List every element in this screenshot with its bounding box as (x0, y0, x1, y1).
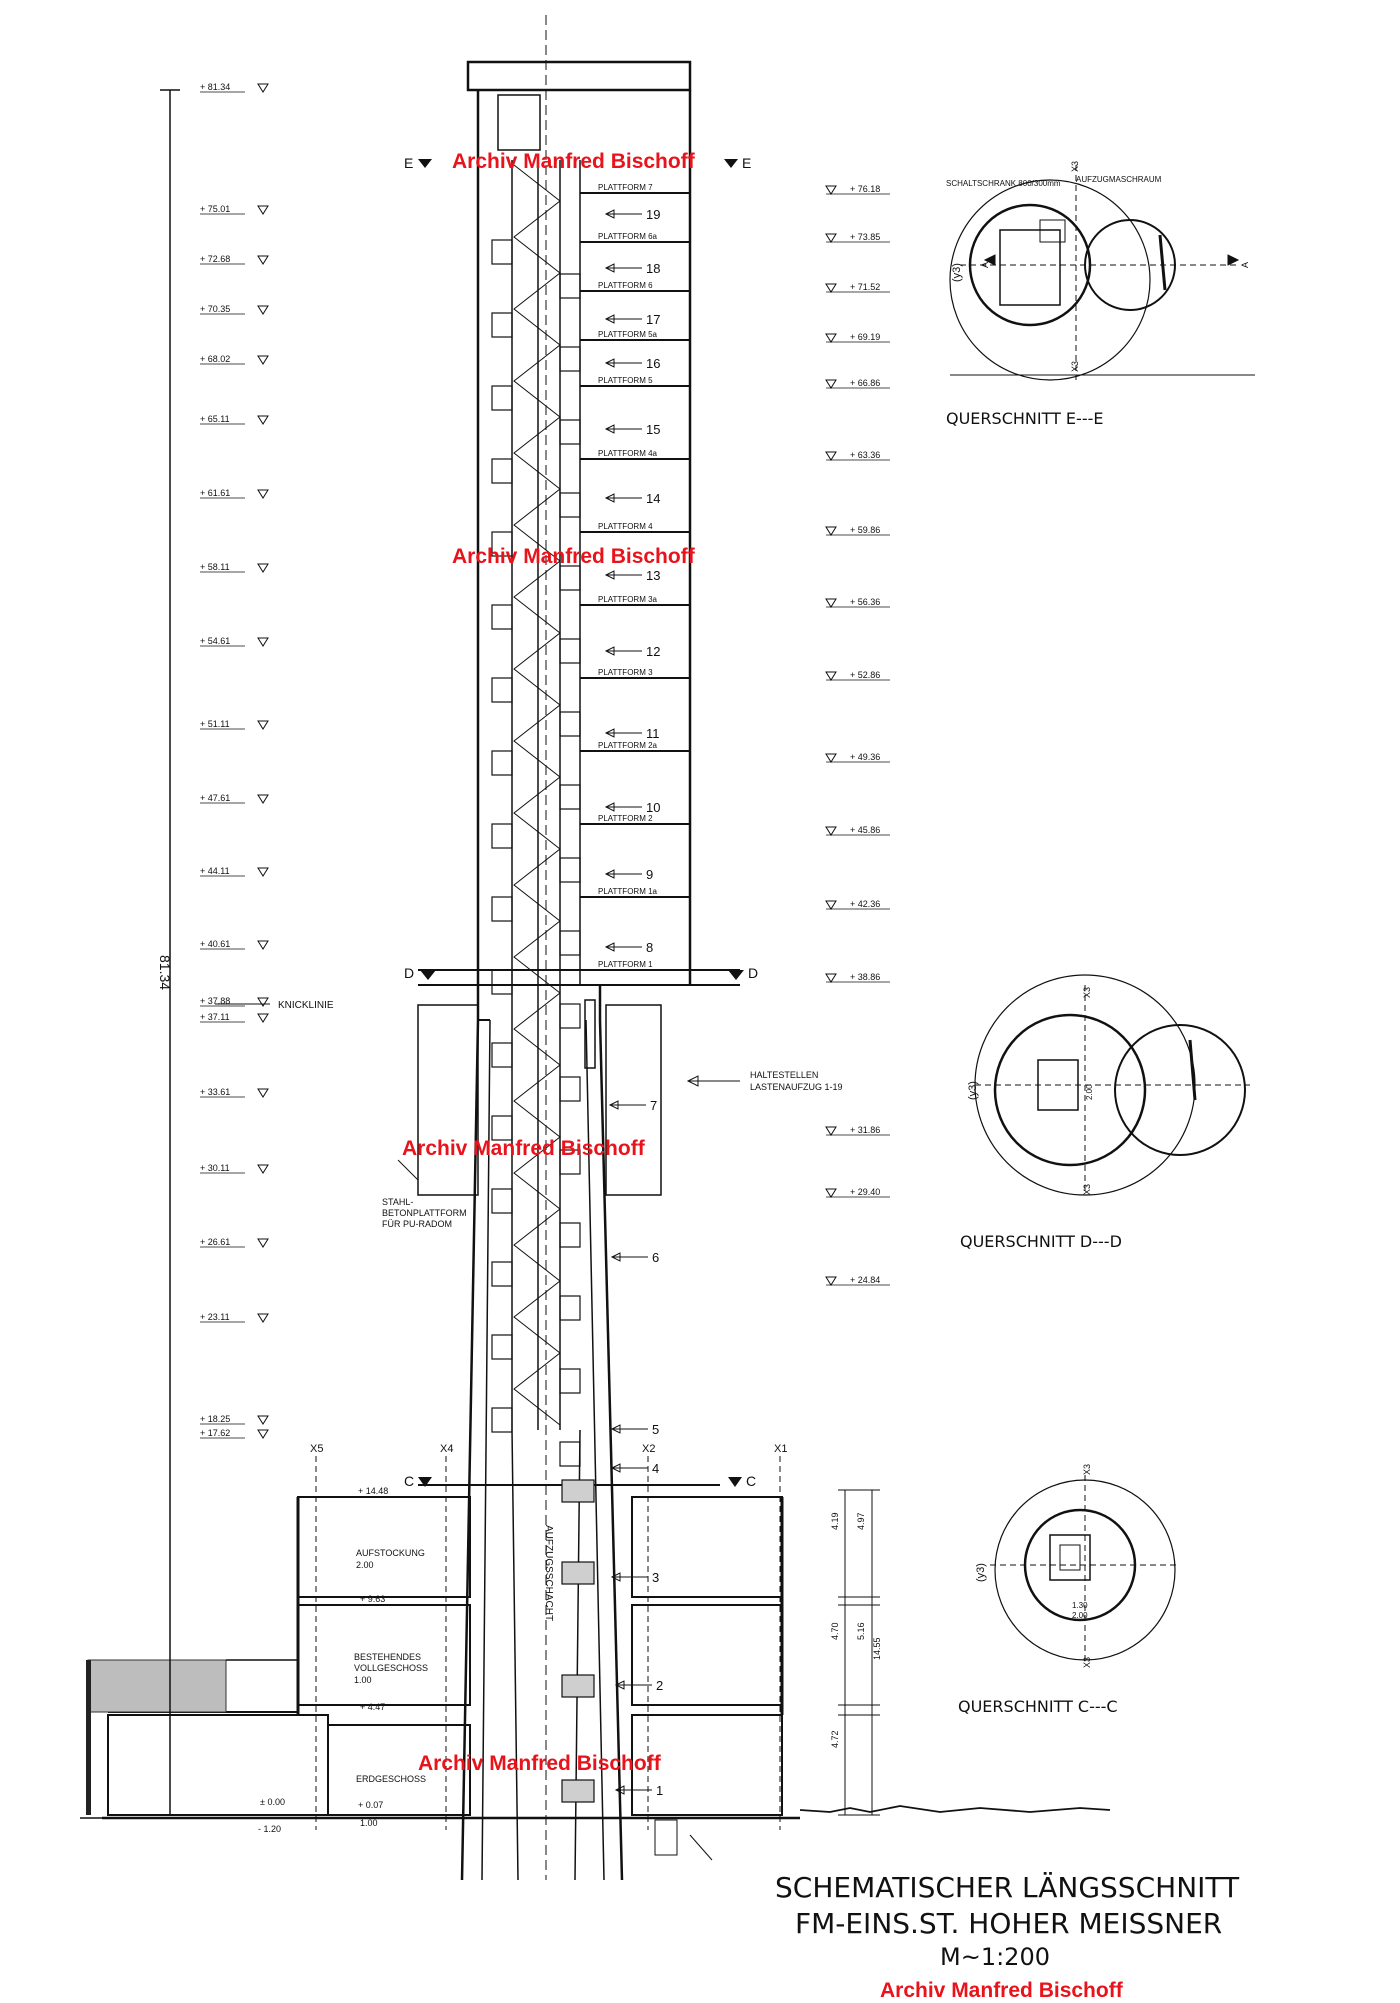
svg-text:E: E (742, 155, 752, 171)
axis-x1: X1 (774, 1443, 788, 1455)
stair-landing (492, 386, 512, 410)
elevation-label: + 76.18 (850, 184, 881, 194)
stair-landing (560, 639, 580, 663)
svg-text:± 0.00: ± 0.00 (260, 1797, 285, 1807)
svg-text:+ 14.48: + 14.48 (358, 1486, 389, 1496)
axis-labels (310, 1443, 787, 1455)
right-elevation-labels (826, 184, 890, 1285)
level-marker-icon (258, 416, 268, 424)
title-line-3: M~1:200 (940, 1943, 1050, 1971)
section-c-axis-x3-top: X3 (1082, 1463, 1092, 1475)
section-e-title: QUERSCHNITT E---E (946, 409, 1104, 428)
left-elevation-labels (200, 82, 268, 1438)
section-c-axis-y3: (y3) (975, 1563, 987, 1582)
svg-text:LASTENAUFZUG 1-19: LASTENAUFZUG 1-19 (750, 1082, 843, 1092)
level-marker-icon (826, 827, 836, 835)
floor-labels (354, 1548, 428, 1784)
svg-text:D: D (748, 965, 759, 981)
section-c-c (990, 1475, 1180, 1665)
stop-number: 2 (656, 1678, 664, 1693)
stop-number: 4 (652, 1461, 660, 1476)
svg-text:+ 0.07: + 0.07 (358, 1800, 384, 1810)
section-c-title: QUERSCHNITT C---C (958, 1697, 1118, 1716)
svg-text:- 1.20: - 1.20 (258, 1824, 282, 1834)
svg-text:C: C (404, 1473, 415, 1489)
stair-landing (492, 897, 512, 921)
section-c-dim-2: 2.00 (1072, 1611, 1088, 1620)
platform-label: PLATTFORM 3a (598, 595, 657, 604)
knicklinie-label: KNICKLINIE (278, 1000, 334, 1011)
stair-landing (492, 605, 512, 629)
elevator-cab (562, 1675, 594, 1697)
elevation-label: + 61.61 (200, 488, 231, 498)
dimension-labels (830, 1512, 882, 1748)
stop-number: 7 (650, 1098, 658, 1113)
stair-landing (492, 824, 512, 848)
watermark-1: Archiv Manfred Bischoff (452, 150, 695, 173)
elevation-label: + 72.68 (200, 254, 231, 264)
stair-landing (492, 240, 512, 264)
stop-number: 3 (652, 1570, 660, 1585)
elevation-label: + 68.02 (200, 354, 231, 364)
level-marker-icon (258, 795, 268, 803)
svg-text:14.55: 14.55 (872, 1637, 882, 1660)
stop-number: 9 (646, 867, 654, 882)
stop-number: 1 (656, 1783, 664, 1798)
elevator-cab (562, 1480, 594, 1502)
svg-text:FÜR PU-RADOM: FÜR PU-RADOM (382, 1219, 452, 1229)
svg-text:+ 9.63: + 9.63 (360, 1594, 386, 1604)
stair-landing (560, 1369, 580, 1393)
stair-landing (492, 1043, 512, 1067)
stair-landing (492, 970, 512, 994)
level-marker-icon (258, 256, 268, 264)
svg-text:4.72: 4.72 (830, 1730, 840, 1748)
level-marker-icon (258, 1165, 268, 1173)
stair-landing (560, 1296, 580, 1320)
platform-label: PLATTFORM 1a (598, 887, 657, 896)
svg-text:4.97: 4.97 (856, 1512, 866, 1530)
elevation-label: + 37.11 (200, 1012, 230, 1022)
section-e-axis-a-right: A (1240, 261, 1250, 268)
elevator-cab (562, 1562, 594, 1584)
section-e-label-2: AUFZUGMASCHRAUM (1076, 175, 1162, 184)
level-marker-icon (258, 206, 268, 214)
elevation-label: + 71.52 (850, 282, 881, 292)
elevation-label: + 75.01 (200, 204, 231, 214)
section-d-dim: 2.00 (1085, 1084, 1094, 1100)
stair-steps (492, 240, 594, 1802)
elevation-label: + 40.61 (200, 939, 231, 949)
stair-landing (560, 785, 580, 809)
elevation-label: + 81.34 (200, 82, 231, 92)
level-marker-icon (258, 356, 268, 364)
level-marker-icon (258, 638, 268, 646)
elevation-label: + 30.11 (200, 1163, 230, 1173)
elevation-label: + 37.88 (200, 996, 231, 1006)
stop-number: 8 (646, 940, 654, 955)
svg-text:BESTEHENDES: BESTEHENDES (354, 1652, 422, 1662)
level-marker-icon (258, 1416, 268, 1424)
svg-text:D: D (404, 965, 415, 981)
axis-x4: X4 (440, 1443, 454, 1455)
elevation-label: + 65.11 (200, 414, 230, 424)
elevator-cab (562, 1780, 594, 1802)
svg-text:VOLLGESCHOSS: VOLLGESCHOSS (354, 1663, 429, 1673)
elevation-label: + 23.11 (200, 1312, 230, 1322)
section-e-axis-x3-bottom: X3 (1070, 360, 1080, 372)
svg-text:4.19: 4.19 (830, 1512, 840, 1530)
watermark-3: Archiv Manfred Bischoff (402, 1137, 645, 1160)
watermark-5: Archiv Manfred Bischoff (880, 1979, 1123, 2002)
elevation-label: + 31.86 (850, 1125, 881, 1135)
elevation-label: + 73.85 (850, 232, 881, 242)
elevation-label: + 26.61 (200, 1237, 231, 1247)
stop-number: 11 (646, 726, 660, 741)
stair-landing (560, 1077, 580, 1101)
stair-landing (492, 1335, 512, 1359)
level-marker-icon (826, 380, 836, 388)
level-marker-icon (826, 1277, 836, 1285)
stair-landing (492, 1262, 512, 1286)
svg-text:C: C (746, 1473, 757, 1489)
svg-text:STAHL-: STAHL- (382, 1197, 414, 1207)
elevation-label: + 59.86 (850, 525, 881, 535)
title-line-1: SCHEMATISCHER LÄNGSSCHNITT (775, 1871, 1240, 1904)
svg-text:ERDGESCHOSS: ERDGESCHOSS (356, 1774, 427, 1784)
stair-landing (492, 751, 512, 775)
level-marker-icon (826, 974, 836, 982)
stair-landing (560, 858, 580, 882)
stair-landing (492, 678, 512, 702)
stair-landing (560, 274, 580, 298)
platform-label: PLATTFORM 1 (598, 960, 653, 969)
elevation-label: + 56.36 (850, 597, 881, 607)
level-marker-icon (258, 998, 268, 1006)
stair-landing (492, 1189, 512, 1213)
level-marker-icon (258, 1089, 268, 1097)
elevation-label: + 47.61 (200, 793, 231, 803)
elevation-label: + 70.35 (200, 304, 231, 314)
svg-text:5.16: 5.16 (856, 1622, 866, 1640)
level-marker-icon (826, 672, 836, 680)
radome-platform-label (382, 1197, 467, 1229)
stair-landing (560, 566, 580, 590)
stop-number: 16 (646, 356, 661, 371)
level-marker-icon (826, 186, 836, 194)
svg-text:1.00: 1.00 (360, 1818, 378, 1828)
section-e-axis-x3-top: X3 (1070, 160, 1080, 172)
elevation-label: + 44.11 (200, 866, 230, 876)
haltestellen-annotation (688, 1070, 843, 1092)
level-marker-icon (258, 868, 268, 876)
section-d-axis-x3-top: X3 (1082, 986, 1092, 998)
svg-text:HALTESTELLEN: HALTESTELLEN (750, 1070, 819, 1080)
platform-label: PLATTFORM 2 (598, 814, 653, 823)
level-marker-icon (826, 284, 836, 292)
elevation-label: + 33.61 (200, 1087, 231, 1097)
elevation-label: + 24.84 (850, 1275, 881, 1285)
section-d-title: QUERSCHNITT D---D (960, 1232, 1122, 1251)
platform-label: PLATTFORM 4a (598, 449, 657, 458)
level-marker-icon (826, 901, 836, 909)
stop-number: 15 (646, 422, 661, 437)
level-marker-icon (258, 84, 268, 92)
total-height-label: 81.34 (157, 955, 173, 991)
svg-text:4.70: 4.70 (830, 1622, 840, 1640)
elevation-label: + 52.86 (850, 670, 881, 680)
platform-label: PLATTFORM 6a (598, 232, 657, 241)
axis-x2: X2 (642, 1443, 656, 1455)
level-marker-icon (826, 754, 836, 762)
elevation-label: + 29.40 (850, 1187, 881, 1197)
watermark-4: Archiv Manfred Bischoff (418, 1752, 661, 1775)
level-marker-icon (258, 1314, 268, 1322)
stair-landing (560, 1442, 580, 1466)
elevation-label: + 51.11 (200, 719, 230, 729)
level-marker-icon (258, 306, 268, 314)
level-marker-icon (826, 1127, 836, 1135)
aufzugsschacht-label: AUFZUGSSCHACHT (543, 1525, 554, 1622)
section-e-label-1: SCHALTSCHRANK 800/300mm (946, 179, 1061, 188)
level-marker-icon (826, 1189, 836, 1197)
elevation-label: + 54.61 (200, 636, 231, 646)
elevation-label: + 45.86 (850, 825, 881, 835)
stair-landing (560, 712, 580, 736)
level-marker-icon (826, 452, 836, 460)
stair-landing (560, 347, 580, 371)
title-line-2: FM-EINS.ST. HOHER MEISSNER (795, 1907, 1223, 1940)
stair-landing (492, 459, 512, 483)
tower-structure (80, 15, 1110, 1880)
level-marker-icon (258, 1430, 268, 1438)
section-e-axis-y3: (y3) (951, 263, 963, 282)
svg-text:+ 4.47: + 4.47 (360, 1702, 386, 1712)
elevation-label: + 42.36 (850, 899, 881, 909)
stair-landing (492, 313, 512, 337)
stop-number: 5 (652, 1422, 660, 1437)
elevation-label: + 49.36 (850, 752, 881, 762)
svg-text:1.00: 1.00 (354, 1675, 372, 1685)
section-e-e (950, 165, 1255, 380)
platform-label: PLATTFORM 7 (598, 183, 653, 192)
level-marker-icon (826, 527, 836, 535)
section-marker-d (404, 965, 758, 981)
platform-label: PLATTFORM 4 (598, 522, 653, 531)
platform-label: PLATTFORM 5 (598, 376, 653, 385)
section-c-axis-x3-bottom: X3 (1082, 1656, 1092, 1668)
axis-x5: X5 (310, 1443, 324, 1455)
platform-label: PLATTFORM 2a (598, 741, 657, 750)
svg-text:2.00: 2.00 (356, 1560, 374, 1570)
elevation-label: + 58.11 (200, 562, 230, 572)
section-d-axis-x3-bottom: X3 (1082, 1183, 1092, 1195)
section-d-axis-y3: (y3) (967, 1081, 979, 1100)
title-block (775, 1871, 1240, 1971)
elevation-label: + 38.86 (850, 972, 881, 982)
platform-label: PLATTFORM 3 (598, 668, 653, 677)
level-marker-icon (258, 490, 268, 498)
stair-landing (492, 1408, 512, 1432)
section-c-dim-1: 1.30 (1072, 1601, 1088, 1610)
elevation-label: + 69.19 (850, 332, 881, 342)
elevation-label: + 66.86 (850, 378, 881, 388)
elevation-label: + 17.62 (200, 1428, 231, 1438)
level-marker-icon (826, 234, 836, 242)
level-marker-icon (826, 334, 836, 342)
svg-text:AUFSTOCKUNG: AUFSTOCKUNG (356, 1548, 425, 1558)
stop-number: 12 (646, 644, 661, 659)
stair-landing (560, 1223, 580, 1247)
stop-number: 6 (652, 1250, 660, 1265)
level-marker-icon (258, 721, 268, 729)
level-marker-icon (826, 599, 836, 607)
watermark-2: Archiv Manfred Bischoff (452, 545, 695, 568)
stair-landing (560, 493, 580, 517)
level-marker-icon (258, 1014, 268, 1022)
platform-label: PLATTFORM 6 (598, 281, 653, 290)
stop-number: 18 (646, 261, 661, 276)
section-e-axis-a-left: A (980, 261, 990, 268)
svg-text:E: E (404, 155, 414, 171)
stop-number: 10 (646, 800, 661, 815)
elevation-label: + 18.25 (200, 1414, 231, 1424)
stop-number: 14 (646, 491, 661, 506)
level-marker-icon (258, 564, 268, 572)
level-marker-icon (258, 1239, 268, 1247)
level-marker-icon (258, 941, 268, 949)
platform-label: PLATTFORM 5a (598, 330, 657, 339)
stop-number: 13 (646, 568, 661, 583)
stop-number: 19 (646, 207, 661, 222)
stop-number: 17 (646, 312, 661, 327)
stair-landing (560, 420, 580, 444)
stair-landing (560, 1004, 580, 1028)
section-d-d (975, 975, 1250, 1195)
stair-landing (560, 931, 580, 955)
elevation-label: + 63.36 (850, 450, 881, 460)
svg-text:BETONPLATTFORM: BETONPLATTFORM (382, 1208, 467, 1218)
